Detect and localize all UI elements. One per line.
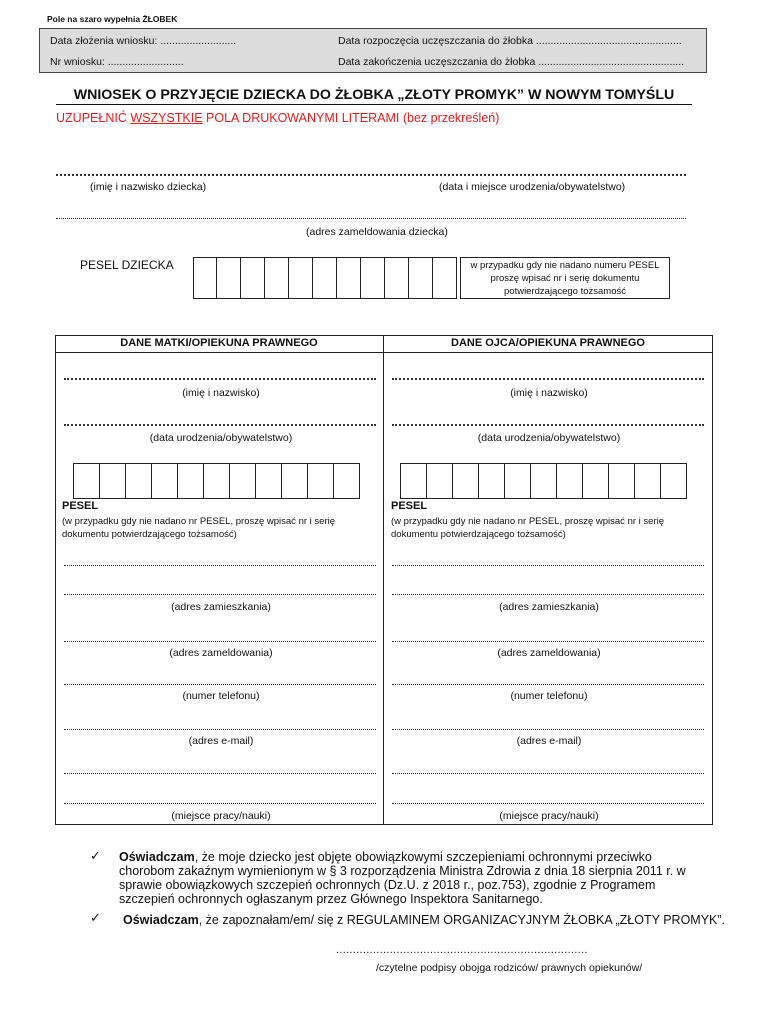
pesel-digit-box[interactable] (452, 463, 479, 499)
child-pesel-label: PESEL DZIECKA (80, 258, 174, 272)
pesel-digit-box[interactable] (504, 463, 531, 499)
form-title: WNIOSEK O PRZYJĘCIE DZIECKA DO ŻŁOBKA „ZŁOTY PROMYK” W NOWYM TOMYŚLU (56, 87, 692, 105)
child-name-birth-line[interactable] (56, 164, 686, 176)
pesel-digit-box[interactable] (360, 257, 385, 299)
pesel-digit-box[interactable] (582, 463, 609, 499)
child-pesel-boxes[interactable] (193, 257, 457, 299)
pesel-digit-box[interactable] (255, 463, 282, 499)
pesel-digit-box[interactable] (608, 463, 635, 499)
instructions-emphasis: WSZYSTKIE (130, 111, 203, 125)
father-pesel-note: (w przypadku gdy nie nadano nr PESEL, proszę wpisać nr i serię dokumentu potwierdzającego tożsamość) (391, 516, 664, 540)
form-instructions (56, 111, 499, 125)
father-address-line-1[interactable] (392, 556, 704, 566)
pesel-digit-box[interactable] (240, 257, 265, 299)
pesel-digit-box[interactable] (384, 257, 409, 299)
pesel-digit-box[interactable] (634, 463, 661, 499)
parents-table (55, 335, 713, 825)
start-date-field[interactable]: Data rozpoczęcia uczęszczania do żłobka .................................................. (338, 35, 682, 47)
child-birth-label: (data i miejsce urodzenia/obywatelstwo) (439, 181, 626, 193)
mother-email-label: (adres e-mail) (188, 735, 254, 747)
father-email-line[interactable] (392, 720, 704, 730)
pesel-digit-box[interactable] (177, 463, 204, 499)
declaration-bold: Oświadczam (123, 913, 199, 927)
father-pesel-label: PESEL (391, 500, 428, 512)
pesel-digit-box[interactable] (336, 257, 361, 299)
father-phone-line[interactable] (392, 675, 704, 685)
mother-work-label: (miejsce pracy/nauki) (171, 810, 271, 822)
declaration-text: sprawie obowiązkowych szczepień ochronnych (Dz.U. z 2018 r., poz.753), zgodnie z Programem (119, 878, 656, 892)
pesel-digit-box[interactable] (229, 463, 256, 499)
declaration-text: chorobom zakaźnym wymienionym w § 3 rozporządzenia Ministra Zdrowia z dnia 18 sierpnia 2011 r. w (119, 864, 686, 878)
father-name-line[interactable] (392, 370, 704, 380)
mother-address-line-2[interactable] (64, 585, 376, 595)
signature-label: /czytelne podpisy obojga rodziców/ prawnych opiekunów/ (376, 962, 643, 974)
pesel-digit-box[interactable] (264, 257, 289, 299)
mother-registered-label: (adres zameldowania) (169, 647, 273, 659)
father-registered-line[interactable] (392, 632, 704, 642)
father-work-label: (miejsce pracy/nauki) (499, 810, 599, 822)
pesel-digit-box[interactable] (530, 463, 557, 499)
mother-phone-label: (numer telefonu) (182, 690, 260, 702)
mother-registered-line[interactable] (64, 632, 376, 642)
regulations-declaration (123, 913, 725, 927)
mother-name-label: (imię i nazwisko) (182, 387, 260, 399)
mother-email-line[interactable] (64, 720, 376, 730)
pesel-digit-box[interactable] (426, 463, 453, 499)
vaccination-declaration (119, 850, 686, 906)
pesel-digit-box[interactable] (288, 257, 313, 299)
father-birth-label: (data urodzenia/obywatelstwo) (477, 432, 621, 444)
pesel-digit-box[interactable] (73, 463, 100, 499)
mother-address-line-1[interactable] (64, 556, 376, 566)
mother-pesel-note: (w przypadku gdy nie nadano nr PESEL, proszę wpisać nr i serię dokumentu potwierdzającego tożsamość) (62, 516, 335, 540)
father-name-label: (imię i nazwisko) (510, 387, 588, 399)
mother-work-line-2[interactable] (64, 794, 376, 804)
father-registered-label: (adres zameldowania) (497, 647, 601, 659)
child-address-line[interactable] (56, 207, 686, 219)
office-use-box (39, 28, 707, 73)
pesel-digit-box[interactable] (281, 463, 308, 499)
mother-birth-line[interactable] (64, 416, 376, 426)
pesel-digit-box[interactable] (125, 463, 152, 499)
instructions-part3: POLA DRUKOWANYMI LITERAMI (bez przekreśleń) (202, 111, 500, 125)
father-phone-label: (numer telefonu) (510, 690, 588, 702)
table-column-divider (383, 335, 384, 825)
instructions-part1: UZUPEŁNIĆ (56, 111, 131, 125)
pesel-digit-box[interactable] (478, 463, 505, 499)
declaration-bold: Oświadczam (119, 850, 195, 864)
pesel-digit-box[interactable] (203, 463, 230, 499)
gray-fields-note: Pole na szaro wypełnia ŻŁOBEK (47, 14, 178, 24)
father-address-label: (adres zamieszkania) (499, 601, 599, 613)
declaration-text: szczepień ochronnych ogłaszanym przez Głównego Inspektora Sanitarnego. (119, 892, 543, 906)
mother-name-line[interactable] (64, 370, 376, 380)
checkmark-icon: ✓ (90, 910, 101, 925)
declaration-text: , że zapoznałam/em/ się z REGULAMINEM ORGANIZACYJNYM ŻŁOBKA „ZŁOTY PROMYK”. (198, 913, 726, 927)
pesel-digit-box[interactable] (193, 257, 217, 299)
father-email-label: (adres e-mail) (516, 735, 582, 747)
mother-pesel-label: PESEL (62, 500, 99, 512)
pesel-digit-box[interactable] (312, 257, 337, 299)
declaration-text: , że moje dziecko jest objęte obowiązkowymi szczepieniami ochronnymi przeciwko (194, 850, 652, 864)
application-number-field[interactable]: Nr wniosku: .......................... (50, 56, 184, 68)
father-work-line-1[interactable] (392, 764, 704, 774)
pesel-digit-box[interactable] (151, 463, 178, 499)
pesel-digit-box[interactable] (408, 257, 433, 299)
table-header-divider (55, 352, 713, 353)
pesel-digit-box[interactable] (307, 463, 334, 499)
father-pesel-boxes[interactable] (400, 463, 687, 499)
mother-phone-line[interactable] (64, 675, 376, 685)
mother-pesel-boxes[interactable] (73, 463, 360, 499)
child-pesel-note: w przypadku gdy nie nadano numeru PESEL proszę wpisać nr i serię dokumentu potwierdzającego tożsamość (460, 257, 670, 299)
father-column-header: DANE OJCA/OPIEKUNA PRAWNEGO (451, 337, 645, 349)
father-birth-line[interactable] (392, 416, 704, 426)
pesel-digit-box[interactable] (400, 463, 427, 499)
signature-line[interactable]: ........................................................................... (336, 944, 588, 956)
child-address-label: (adres zameldowania dziecka) (306, 226, 448, 238)
pesel-digit-box[interactable] (660, 463, 687, 499)
mother-column-header: DANE MATKI/OPIEKUNA PRAWNEGO (120, 337, 318, 349)
pesel-digit-box[interactable] (556, 463, 583, 499)
mother-address-label: (adres zamieszkania) (171, 601, 271, 613)
end-date-field[interactable]: Data zakończenia uczęszczania do żłobka .................................................. (338, 56, 685, 68)
pesel-digit-box[interactable] (432, 257, 457, 299)
checkmark-icon: ✓ (90, 848, 101, 863)
pesel-digit-box[interactable] (99, 463, 126, 499)
pesel-digit-box[interactable] (216, 257, 241, 299)
pesel-digit-box[interactable] (333, 463, 360, 499)
mother-work-line-1[interactable] (64, 764, 376, 774)
submit-date-field[interactable]: Data złożenia wniosku: .......................... (50, 35, 237, 47)
father-work-line-2[interactable] (392, 794, 704, 804)
father-address-line-2[interactable] (392, 585, 704, 595)
mother-birth-label: (data urodzenia/obywatelstwo) (149, 432, 293, 444)
child-name-label: (imię i nazwisko dziecka) (90, 181, 207, 193)
